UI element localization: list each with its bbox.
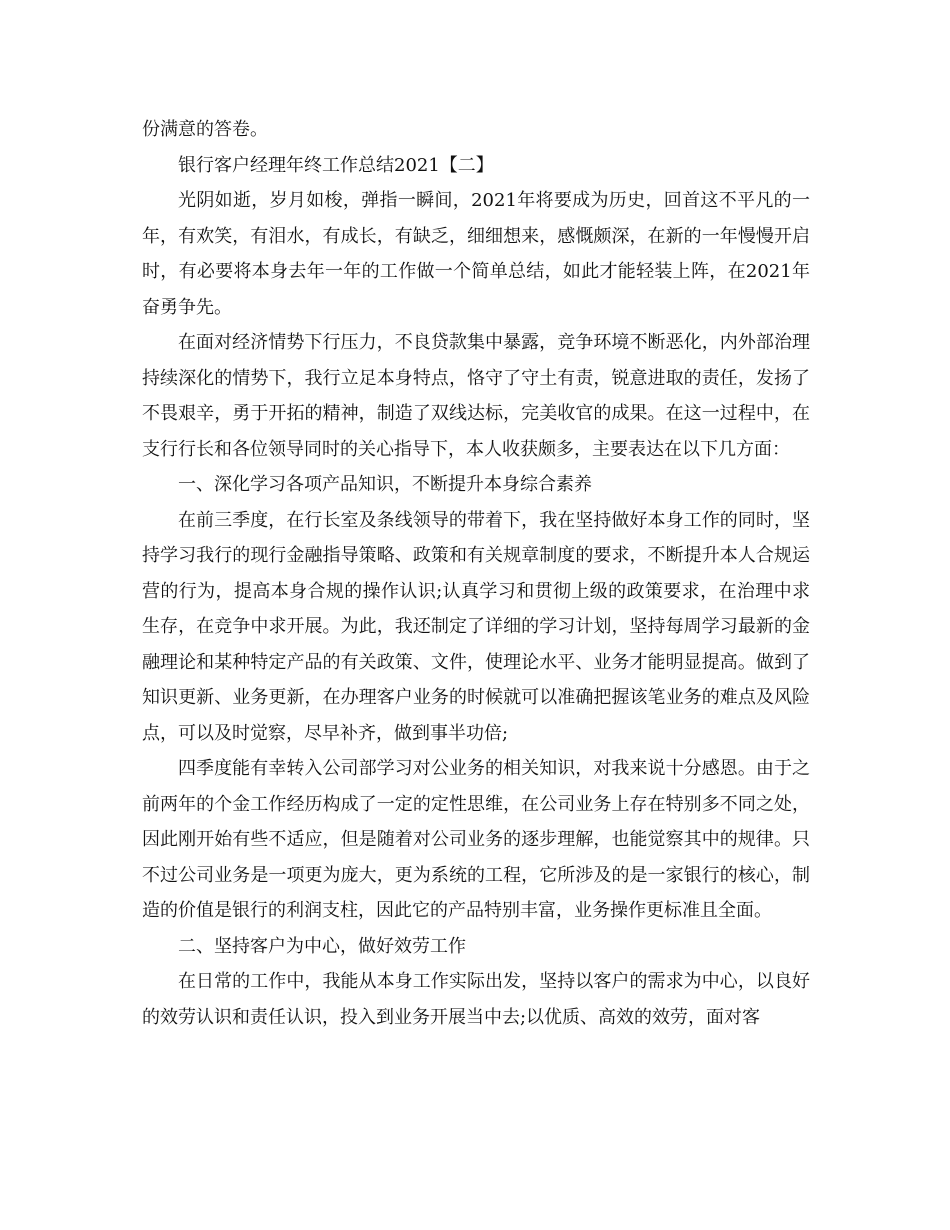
heading-one: 一、深化学习各项产品知识，不断提升本身综合素养 bbox=[178, 474, 592, 495]
paragraph-intro: 光阴如逝，岁月如梭，弹指一瞬间，2021年将要成为历史，回首这不平凡的一年，有欢笑，有泪水，有成长，有缺乏，细细想来，感慨颇深，在新的一年慢慢开启时，有必要将本身去年一年的工作做一个简单总结，如此才能轻装上阵，在2021年奋勇争先。 bbox=[142, 190, 810, 318]
paragraph-continuation: 份满意的答卷。 bbox=[142, 119, 268, 140]
document-page bbox=[142, 112, 810, 1035]
section-title: 银行客户经理年终工作总结2021【二】 bbox=[178, 154, 494, 176]
paragraph-service: 在日常的工作中，我能从本身工作实际出发，坚持以客户的需求为中心，以良好的效劳认识和责任认识，投入到业务开展当中去;以优质、高效的效劳，面对客 bbox=[142, 971, 810, 1028]
heading-two: 二、坚持客户为中心，做好效劳工作 bbox=[178, 935, 466, 957]
paragraph-study: 在前三季度，在行长室及条线领导的带着下，我在坚持做好本身工作的同时，坚持学习我行的现行金融指导策略、政策和有关规章制度的要求，不断提升本人合规运营的行为，提高本身合规的操作认识;认真学习和贯彻上级的政策要求，在治理中求生存，在竞争中求开展。为此，我还制定了详细的学习计划，坚持每周学习最新的金融理论和某种特定产品的有关政策、文件，使理论水平、业务才能明显提高。做到了知识更新、业务更新，在办理客户业务的时候就可以准确把握该笔业务的难点及风险点，可以及时觉察，尽早补齐，做到事半功倍; bbox=[142, 509, 810, 744]
paragraph-context: 在面对经济情势下行压力，不良贷款集中暴露，竞争环境不断恶化，内外部治理持续深化的情势下，我行立足本身特点，恪守了守土有责，锐意进取的责任，发扬了不畏艰辛，勇于开拓的精神，制造了双线达标，完美收官的成果。在这一过程中，在支行行长和各位领导同时的关心指导下，本人收获颇多，主要表达在以下几方面： bbox=[142, 332, 810, 460]
paragraph-q4: 四季度能有幸转入公司部学习对公业务的相关知识，对我来说十分感恩。由于之前两年的个金工作经历构成了一定的定性思维，在公司业务上存在特别多不同之处，因此刚开始有些不适应，但是随着对公司业务的逐步理解，也能觉察其中的规律。只不过公司业务是一项更为庞大，更为系统的工程，它所涉及的是一家银行的核心，制造的价值是银行的利润支柱，因此它的产品特别丰富，业务操作更标准且全面。 bbox=[142, 758, 810, 921]
